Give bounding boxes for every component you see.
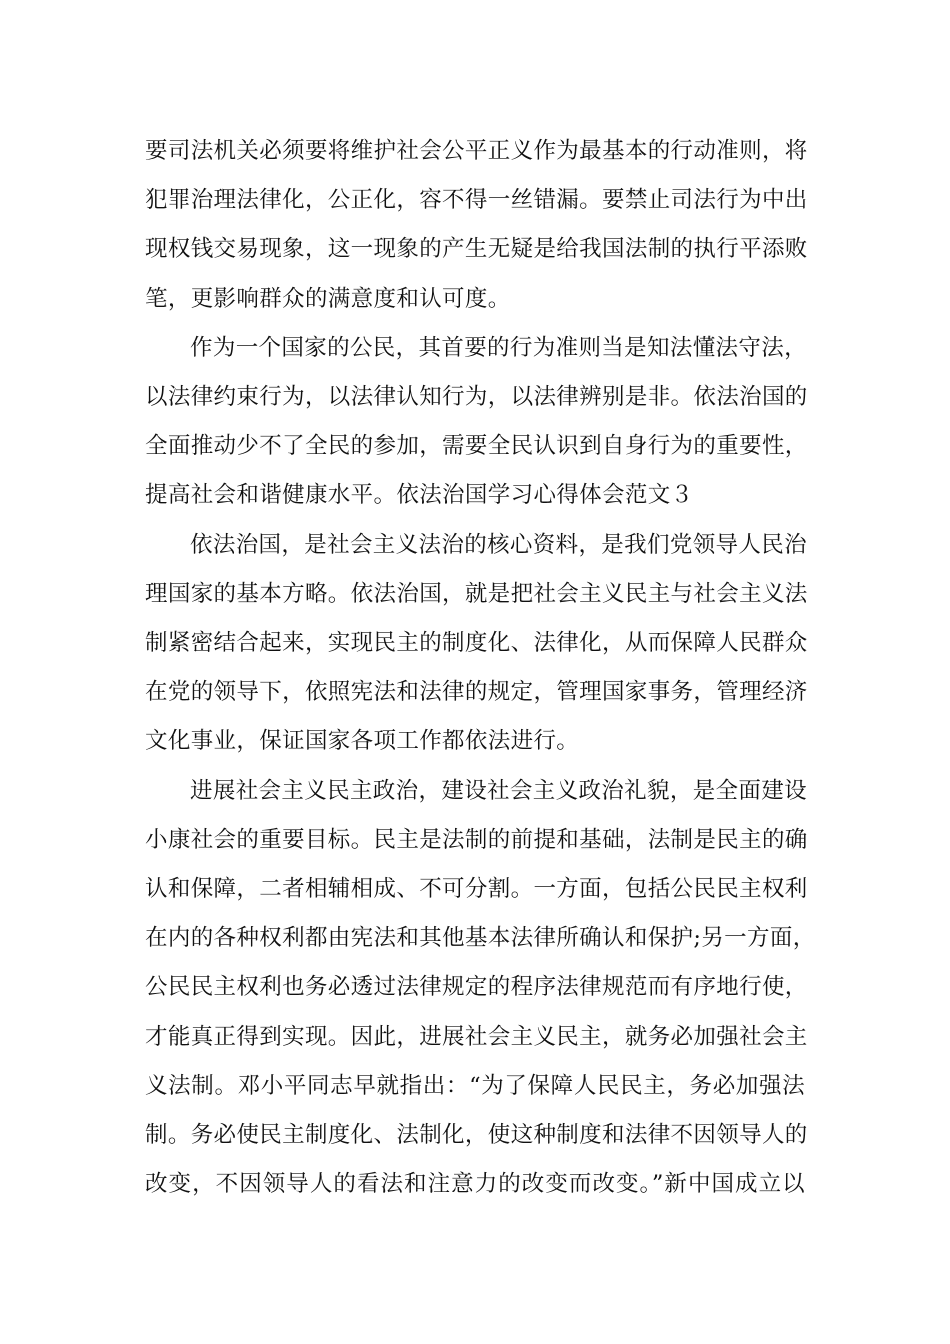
text-line: 公民民主权利也务必透过法律规定的程序法律规范而有序地行使， — [145, 974, 808, 1001]
paragraph — [145, 127, 808, 324]
text-line: 才能真正得到实现。因此，进展社会主义民主，就务必加强社会主 — [145, 1023, 808, 1050]
text-line: 全面推动少不了全民的参加，需要全民认识到自身行为的重要性， — [145, 433, 808, 460]
text-line: 笔，更影响群众的满意度和认可度。 — [145, 285, 511, 312]
text-line: 改变，不因领导人的看法和注意力的改变而改变。”新中国成立以 — [145, 1171, 805, 1198]
text-line: 提高社会和谐健康水平。依法治国学习心得体会范文３ — [145, 482, 694, 509]
text-line: 犯罪治理法律化，公正化，容不得一丝错漏。要禁止司法行为中出 — [145, 187, 808, 214]
text-line: 依法治国，是社会主义法治的核心资料，是我们党领导人民治 — [190, 531, 807, 558]
paragraph — [145, 521, 808, 767]
text-line: 在党的领导下，依照宪法和法律的规定，管理国家事务，管理经济 — [145, 679, 808, 706]
paragraph — [145, 767, 816, 1210]
text-line: 进展社会主义民主政治，建设社会主义政治礼貌，是全面建设 — [190, 777, 807, 804]
text-line: 现权钱交易现象，这一现象的产生无疑是给我国法制的执行平添败 — [145, 236, 808, 263]
document-body — [145, 127, 816, 1209]
text-line: 义法制。邓小平同志早就指出：“为了保障人民民主，务必加强法 — [145, 1072, 805, 1099]
text-line: 制紧密结合起来，实现民主的制度化、法律化，从而保障人民群众 — [145, 630, 808, 657]
text-line: 制。务必使民主制度化、法制化，使这种制度和法律不因领导人的 — [145, 1122, 808, 1149]
text-line: 认和保障，二者相辅相成、不可分割。一方面，包括公民民主权利 — [145, 876, 808, 903]
text-line: 在内的各种权利都由宪法和其他基本法律所确认和保护;另一方面， — [145, 925, 816, 952]
text-line: 文化事业，保证国家各项工作都依法进行。 — [145, 728, 580, 755]
paragraph — [145, 324, 808, 521]
text-line: 理国家的基本方略。依法治国，就是把社会主义民主与社会主义法 — [145, 580, 808, 607]
text-line: 以法律约束行为，以法律认知行为，以法律辨别是非。依法治国的 — [145, 384, 808, 411]
text-line: 要司法机关必须要将维护社会公平正义作为最基本的行动准则，将 — [145, 138, 808, 164]
text-line: 小康社会的重要目标。民主是法制的前提和基础，法制是民主的确 — [145, 826, 808, 853]
text-line: 作为一个国家的公民，其首要的行为准则当是知法懂法守法， — [190, 334, 807, 361]
